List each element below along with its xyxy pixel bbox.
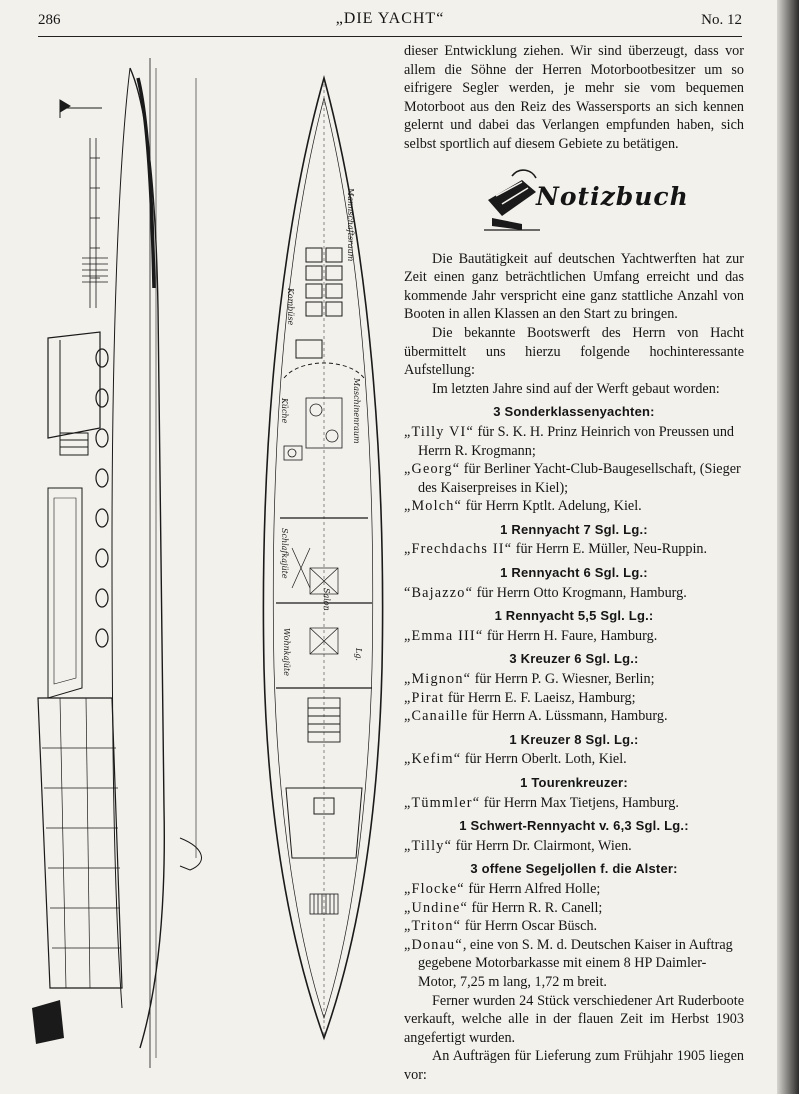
yacht-owner-text: für Herrn Oberlt. Loth, Kiel. bbox=[461, 751, 627, 768]
yacht-entry bbox=[404, 880, 744, 899]
yacht-owner-text: für Herrn Alfred Holle; bbox=[464, 880, 601, 897]
plan-label-kombuese: Kombüse bbox=[286, 288, 295, 326]
class-heading: 3 Kreuzer 6 Sgl. Lg.: bbox=[509, 651, 639, 667]
plan-label-kueche: Küche bbox=[280, 398, 289, 424]
yacht-name: „Pirat bbox=[404, 689, 445, 706]
yacht-owner-text: für Herrn Oscar Büsch. bbox=[461, 918, 598, 935]
body-paragraph-3: Im letzten Jahre sind auf der Werft gebaut worden: bbox=[432, 380, 720, 397]
plan-label-wohnkajuete: Wohnkajüte bbox=[282, 628, 291, 676]
issue-number: No. 12 bbox=[701, 12, 742, 28]
yacht-name: „Tilly VI“ bbox=[404, 423, 474, 440]
class-heading: 3 offene Segeljollen f. die Alster: bbox=[470, 861, 678, 877]
notizbuch-heading bbox=[404, 160, 744, 246]
yacht-name: „Tilly“ bbox=[404, 837, 453, 854]
yacht-name: „Donau“ bbox=[404, 936, 463, 953]
yacht-owner-text: für Herrn Kptlt. Adelung, Kiel. bbox=[462, 498, 642, 515]
yacht-name: „Emma III“ bbox=[404, 627, 484, 644]
notizbuch-title: Notizbuch bbox=[536, 181, 689, 211]
yacht-entry bbox=[404, 707, 744, 726]
notizbuch-ornament-icon bbox=[482, 160, 542, 240]
article-column bbox=[404, 42, 744, 1085]
class-heading: 1 Rennyacht 6 Sgl. Lg.: bbox=[500, 565, 648, 581]
yacht-name: „Flocke“ bbox=[404, 880, 465, 897]
class-heading: 1 Rennyacht 7 Sgl. Lg.: bbox=[500, 521, 648, 537]
yacht-owner-text: für Herrn H. Faure, Hamburg. bbox=[483, 627, 658, 644]
yacht-name: „Undine“ bbox=[404, 899, 468, 916]
plan-label-schlafkajuete: Schlafkajüte bbox=[280, 528, 289, 579]
body-paragraph-1: Die Bautätigkeit auf deutschen Yachtwerften hat zur Zeit einen ganz beträchtlichen Umfang erreicht und das kommende Jahr verspricht eine ganz stattliche Anzahl von Booten in allen Klassen an den Start zu bringen. bbox=[404, 250, 744, 323]
class-heading: 1 Schwert-Rennyacht v. 6,3 Sgl. Lg.: bbox=[459, 818, 689, 834]
yacht-name: „Tümmler“ bbox=[404, 794, 481, 811]
yacht-owner-text: für Herrn R. R. Canell; bbox=[467, 899, 603, 916]
yacht-owner-text: für Herrn E. F. Laeisz, Hamburg; bbox=[444, 689, 636, 706]
plan-label-lg: Lg. bbox=[354, 648, 363, 661]
yacht-owner-text: für Herrn Dr. Clairmont, Wien. bbox=[452, 837, 632, 854]
yacht-entry bbox=[404, 794, 744, 813]
closing-paragraph-1: Ferner wurden 24 Stück verschiedener Art Ruderboote verkauft, welche alle in der flauen Zeit im Herbst 1903 angefertigt wurden. bbox=[404, 992, 744, 1046]
yacht-name: „Molch“ bbox=[404, 498, 463, 515]
page-header bbox=[38, 10, 742, 34]
yacht-entry bbox=[404, 584, 744, 603]
yacht-entry bbox=[404, 689, 744, 708]
class-heading: 1 Rennyacht 5,5 Sgl. Lg.: bbox=[494, 608, 654, 624]
yacht-entry bbox=[404, 460, 744, 497]
yacht-owner-text: , eine von S. M. d. Deutschen Kaiser in Auftrag gegebene Motorbarkasse mit einem 8 HP Daimler-Motor, 7,25 m lang, 1,72 m breit. bbox=[418, 936, 733, 990]
yacht-entry bbox=[404, 497, 744, 516]
yacht-entry bbox=[404, 837, 744, 856]
header-rule bbox=[38, 36, 742, 37]
plan-label-maschinenraum: Maschinenraum bbox=[352, 378, 361, 444]
yacht-name: „Kefim“ bbox=[404, 751, 462, 768]
yacht-name: „Mignon“ bbox=[404, 671, 472, 688]
yacht-owner-text: für Herrn A. Lüssmann, Hamburg. bbox=[468, 708, 668, 725]
yacht-entry bbox=[404, 627, 744, 646]
plan-label-salon: Salon bbox=[322, 588, 331, 611]
yacht-owner-text: für S. K. H. Prinz Heinrich von Preussen und Herrn R. Krogmann; bbox=[418, 423, 735, 459]
intro-paragraph: dieser Entwicklung ziehen. Wir sind überzeugt, dass vor allem die Söhne der Herren Motorbootbesitzer um so eifrigere Segler werden, je mehr sie vom bequemen Motorboot aus den Reiz des Wassersports an sich kennen gelernt und dabei das Verlangen empfunden haben, sich selbst sportlich auf diesem Gebiete zu betätigen. bbox=[404, 43, 744, 152]
yacht-name: „Triton“ bbox=[404, 918, 462, 935]
yacht-entry bbox=[404, 899, 744, 918]
yacht-entry bbox=[404, 917, 744, 936]
side-elevation-drawing bbox=[32, 58, 201, 1068]
yacht-entry bbox=[404, 750, 744, 769]
yacht-owner-text: für Berliner Yacht-Club-Baugesellschaft, (Sieger des Kaiserpreises in Kiel); bbox=[418, 461, 741, 496]
plan-label-mannschaftsraum: Mannschaftsraum bbox=[346, 188, 355, 262]
yacht-drawings bbox=[30, 48, 400, 1078]
yacht-owner-text: für Herrn Otto Krogmann, Hamburg. bbox=[473, 584, 687, 601]
yacht-name: „Canaille bbox=[404, 708, 469, 725]
body-paragraph-2: Die bekannte Bootswerft des Herrn von Hacht übermittelt uns hierzu folgende hochinteressante Aufstellung: bbox=[404, 324, 744, 379]
class-heading: 1 Tourenkreuzer: bbox=[520, 775, 628, 790]
yacht-name: „Frechdachs II“ bbox=[404, 541, 513, 558]
class-heading: 3 Sonderklassenyachten: bbox=[493, 404, 655, 420]
yacht-entry bbox=[404, 423, 744, 460]
yacht-list bbox=[404, 403, 744, 991]
yacht-entry bbox=[404, 936, 744, 992]
page-number: 286 bbox=[38, 12, 61, 28]
yacht-owner-text: für Herrn Max Tietjens, Hamburg. bbox=[480, 794, 679, 811]
yacht-owner-text: für Herrn E. Müller, Neu-Ruppin. bbox=[512, 541, 708, 558]
yacht-owner-text: für Herrn P. G. Wiesner, Berlin; bbox=[471, 671, 655, 688]
yacht-name: “Bajazzo“ bbox=[404, 584, 474, 601]
yacht-entry bbox=[404, 670, 744, 689]
journal-title: „DIE YACHT“ bbox=[335, 10, 445, 27]
yacht-entry bbox=[404, 540, 744, 559]
yacht-name: „Georg“ bbox=[404, 461, 461, 478]
class-heading: 1 Kreuzer 8 Sgl. Lg.: bbox=[509, 731, 639, 747]
closing-paragraph-2: An Aufträgen für Lieferung zum Frühjahr 1905 liegen vor: bbox=[404, 1048, 744, 1083]
scan-page-edge bbox=[777, 0, 799, 1094]
